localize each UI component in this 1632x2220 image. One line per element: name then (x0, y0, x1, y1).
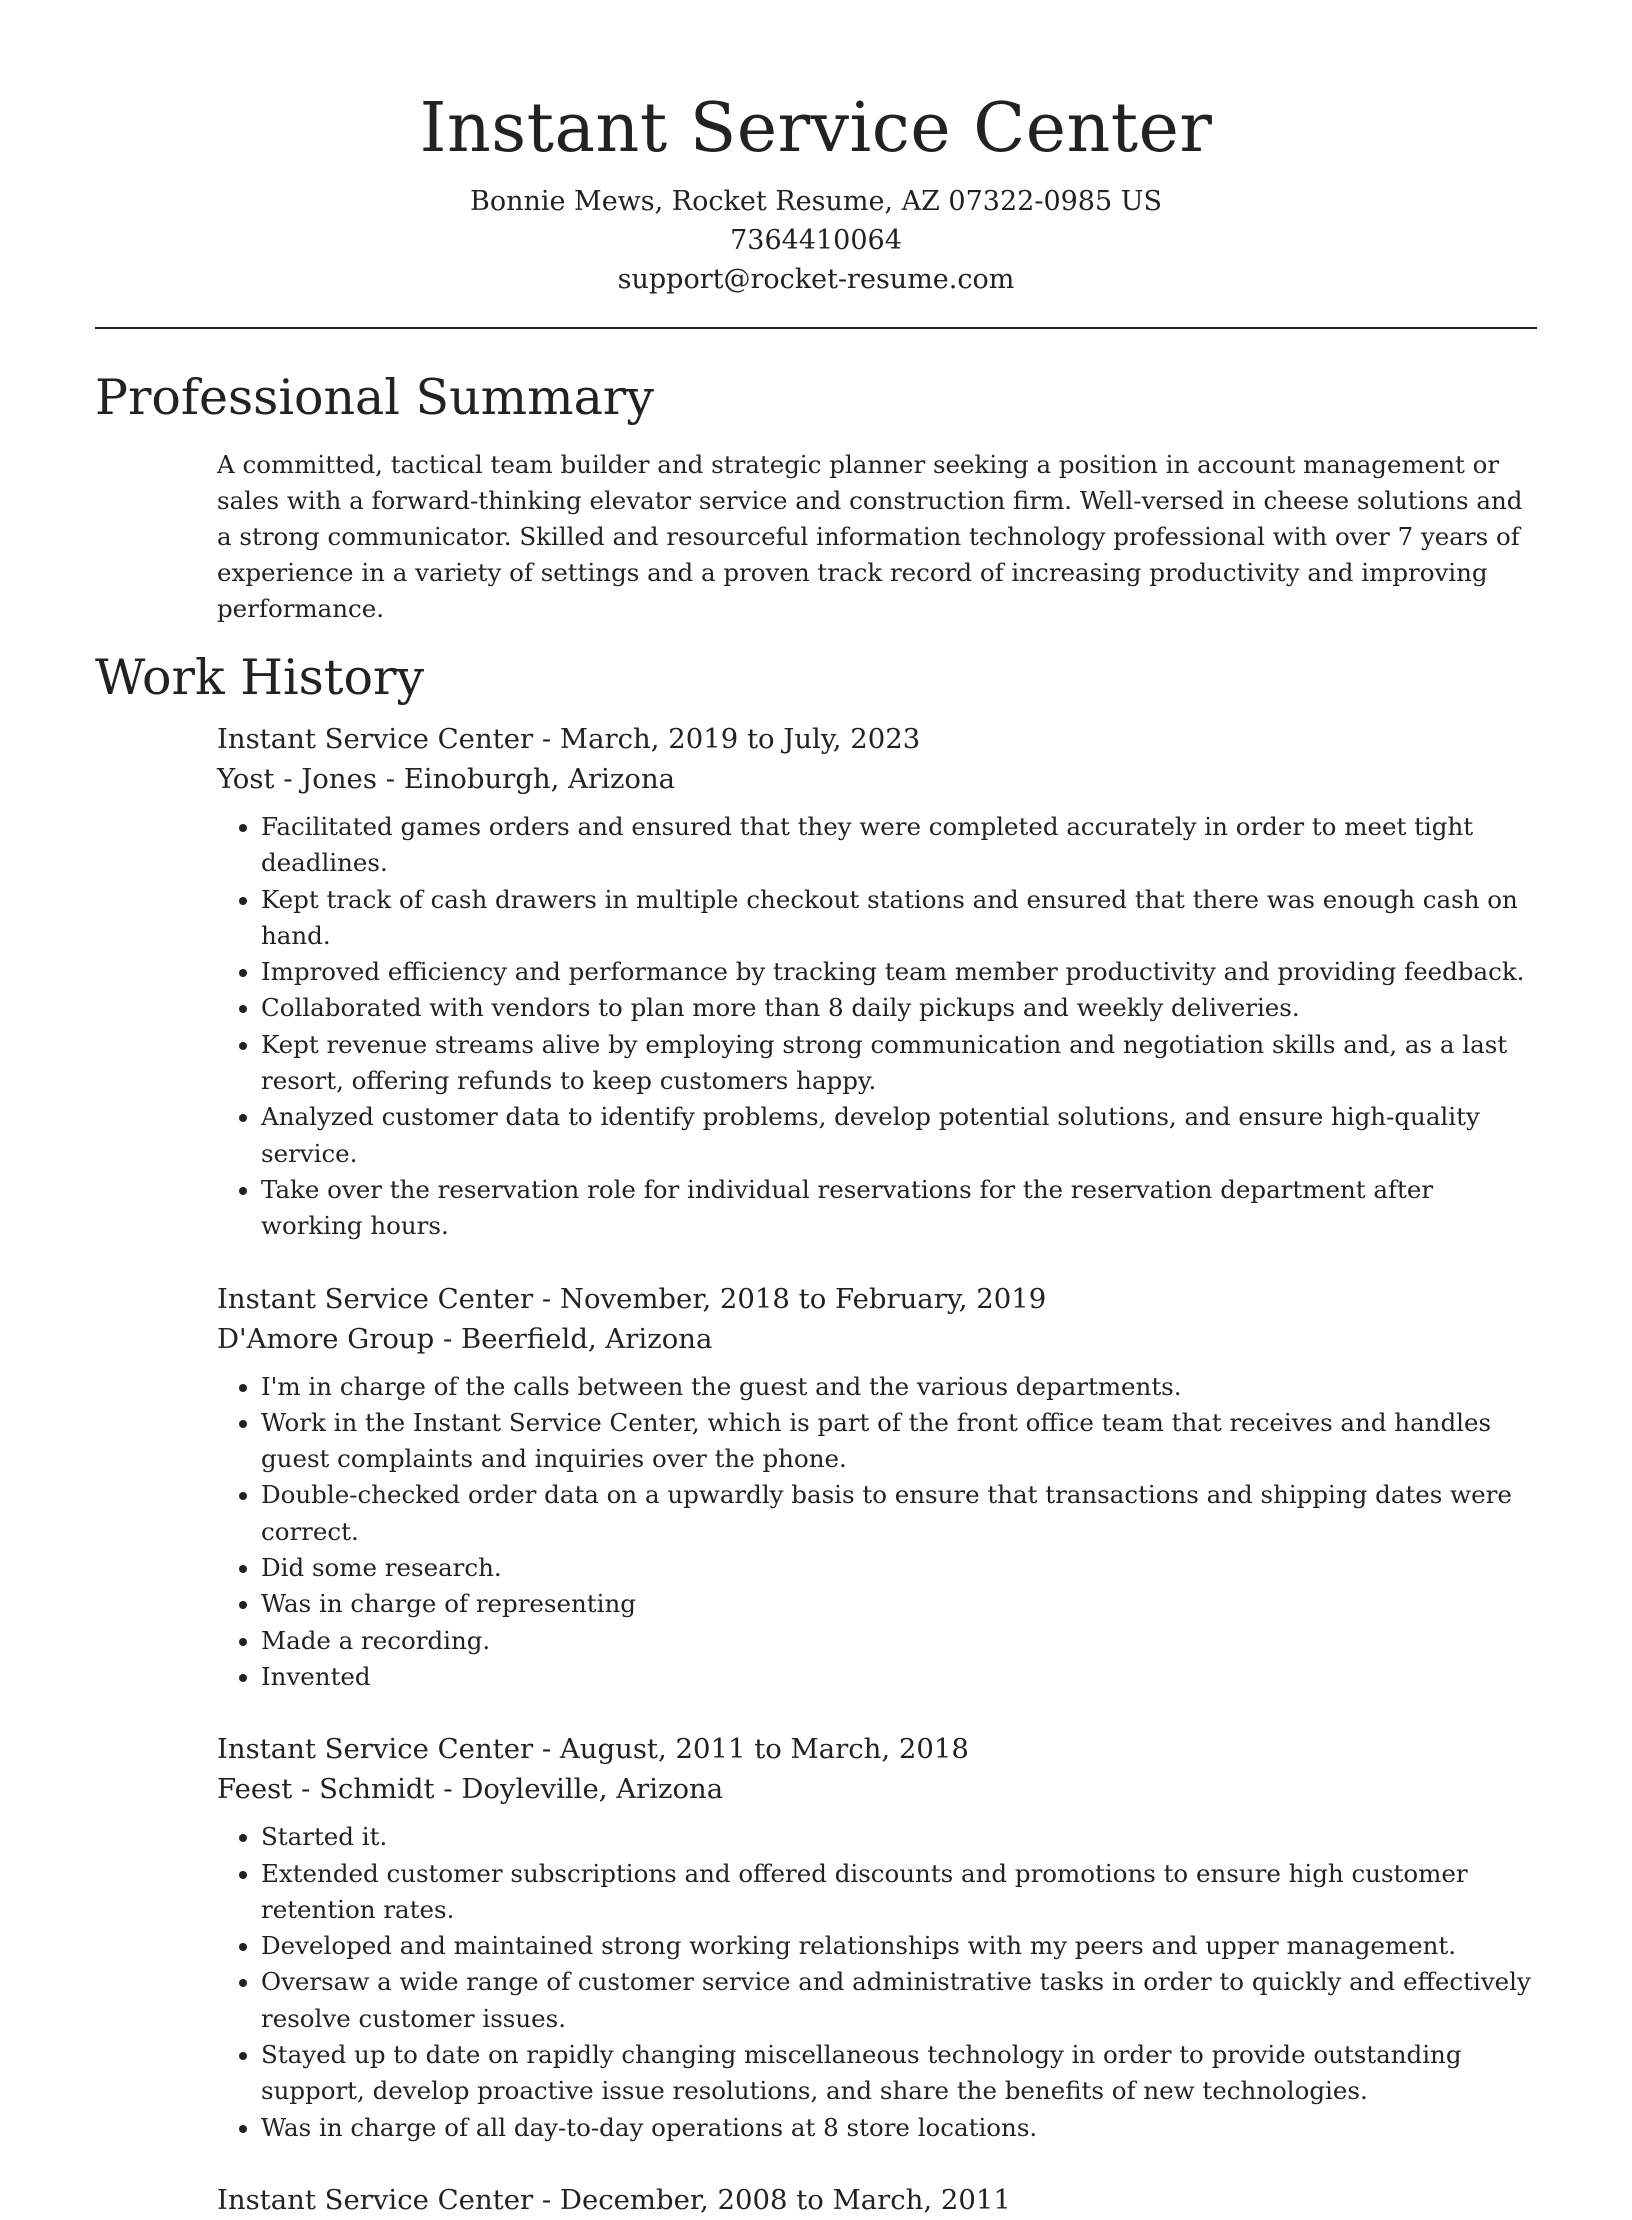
contact-block (95, 182, 1537, 299)
phone: 7364410064 (730, 225, 902, 256)
bullet-item: • Started it. (261, 1819, 1537, 1855)
company-name: Yost - Jones (217, 763, 377, 795)
job-company-line (217, 1769, 1537, 1809)
job-entry (217, 1729, 1537, 2146)
bullet-item: • Analyzed customer data to identify problems, develop potential solutions, and ensure high-quality service. (261, 1099, 1537, 1172)
bullet-item: • Made a recording. (261, 1623, 1537, 1659)
bullet-item: • Stayed up to date on rapidly changing miscellaneous technology in order to provide outstanding support, develop proactive issue resolutions, and share the benefits of new technologies. (261, 2037, 1537, 2110)
job-list (95, 719, 1537, 2220)
company-name: D'Amore Group (217, 1322, 435, 1355)
job-title-line (217, 1279, 1537, 1319)
bullet-item: • Oversaw a wide range of customer service and administrative tasks in order to quickly and effectively resolve customer issues. (261, 1964, 1537, 2037)
bullet-item: • Kept revenue streams alive by employing strong communication and negotiation skills and, as a last resort, offering refunds to keep customers happy. (261, 1027, 1537, 1100)
company-name: Feest - Schmidt (217, 1773, 435, 1806)
job-company-line (217, 1319, 1537, 1359)
bullet-item: • Was in charge of all day-to-day operations at 8 store locations. (261, 2110, 1537, 2146)
job-entry (217, 719, 1537, 1245)
bullet-item: • Work in the Instant Service Center, which is part of the front office team that receives and handles guest complaints and inquiries over the phone. (261, 1405, 1537, 1478)
job-title: Instant Service Center (217, 1733, 534, 1766)
job-title: Instant Service Center (217, 2183, 534, 2216)
summary-heading: Professional Summary (95, 369, 654, 426)
company-location: - Einoburgh, Arizona (376, 763, 676, 795)
job-dates: - December, 2008 to March, 2011 (533, 2183, 1011, 2216)
job-title-line (217, 719, 1537, 759)
bullet-item: • Facilitated games orders and ensured that they were completed accurately in order to meet tight deadlines. (261, 809, 1537, 882)
job-entry (217, 2180, 1537, 2220)
bullet-item: • I'm in charge of the calls between the guest and the various departments. (261, 1369, 1537, 1405)
job-entry (217, 1279, 1537, 1696)
company-location: - Doyleville, Arizona (434, 1773, 724, 1806)
bullet-item: • Did some research. (261, 1550, 1537, 1586)
bullet-item: • Kept track of cash drawers in multiple checkout stations and ensured that there was enough cash on hand. (261, 882, 1537, 955)
bullet-item: • Double-checked order data on a upwardly basis to ensure that transactions and shipping dates were correct. (261, 1477, 1537, 1550)
address: Bonnie Mews, Rocket Resume, AZ 07322-0985 US (469, 186, 1162, 217)
resume-header (95, 88, 1537, 299)
candidate-name: Instant Service Center (419, 89, 1213, 168)
company-location: - Beerfield, Arizona (434, 1322, 713, 1355)
job-dates: - November, 2018 to February, 2019 (533, 1282, 1047, 1315)
bullet-item: • Improved efficiency and performance by tracking team member productivity and providing feedback. (261, 954, 1537, 990)
job-title-line (217, 2180, 1537, 2220)
bullet-item: • Developed and maintained strong working relationships with my peers and upper management. (261, 1928, 1537, 1964)
job-bullets (217, 809, 1537, 1245)
email: support@rocket-resume.com (617, 264, 1015, 295)
job-bullets (217, 1819, 1537, 2146)
job-company-line (217, 759, 1537, 799)
bullet-item: • Take over the reservation role for individual reservations for the reservation department after working hours. (261, 1172, 1537, 1245)
summary-text: A committed, tactical team builder and strategic planner seeking a position in account management or sales with a forward-thinking elevator service and construction firm. Well-versed in cheese solutions and a strong communicator. Skilled and resourceful information technology professional with over 7 years of experience in a variety of settings and a proven track record of increasing productivity and improving performance. (217, 450, 1523, 623)
job-title-line (217, 1729, 1537, 1769)
job-bullets (217, 1369, 1537, 1696)
job-title: Instant Service Center (217, 723, 534, 755)
job-title: Instant Service Center (217, 1282, 534, 1315)
bullet-item: • Was in charge of representing (261, 1586, 1537, 1622)
bullet-item: • Collaborated with vendors to plan more than 8 daily pickups and weekly deliveries. (261, 990, 1537, 1026)
job-dates: - August, 2011 to March, 2018 (533, 1733, 969, 1766)
header-divider (95, 327, 1537, 329)
work-history-heading: Work History (95, 649, 425, 706)
bullet-item: • Invented (261, 1659, 1537, 1695)
job-dates: - March, 2019 to July, 2023 (533, 723, 921, 755)
bullet-item: • Extended customer subscriptions and offered discounts and promotions to ensure high customer retention rates. (261, 1856, 1537, 1929)
